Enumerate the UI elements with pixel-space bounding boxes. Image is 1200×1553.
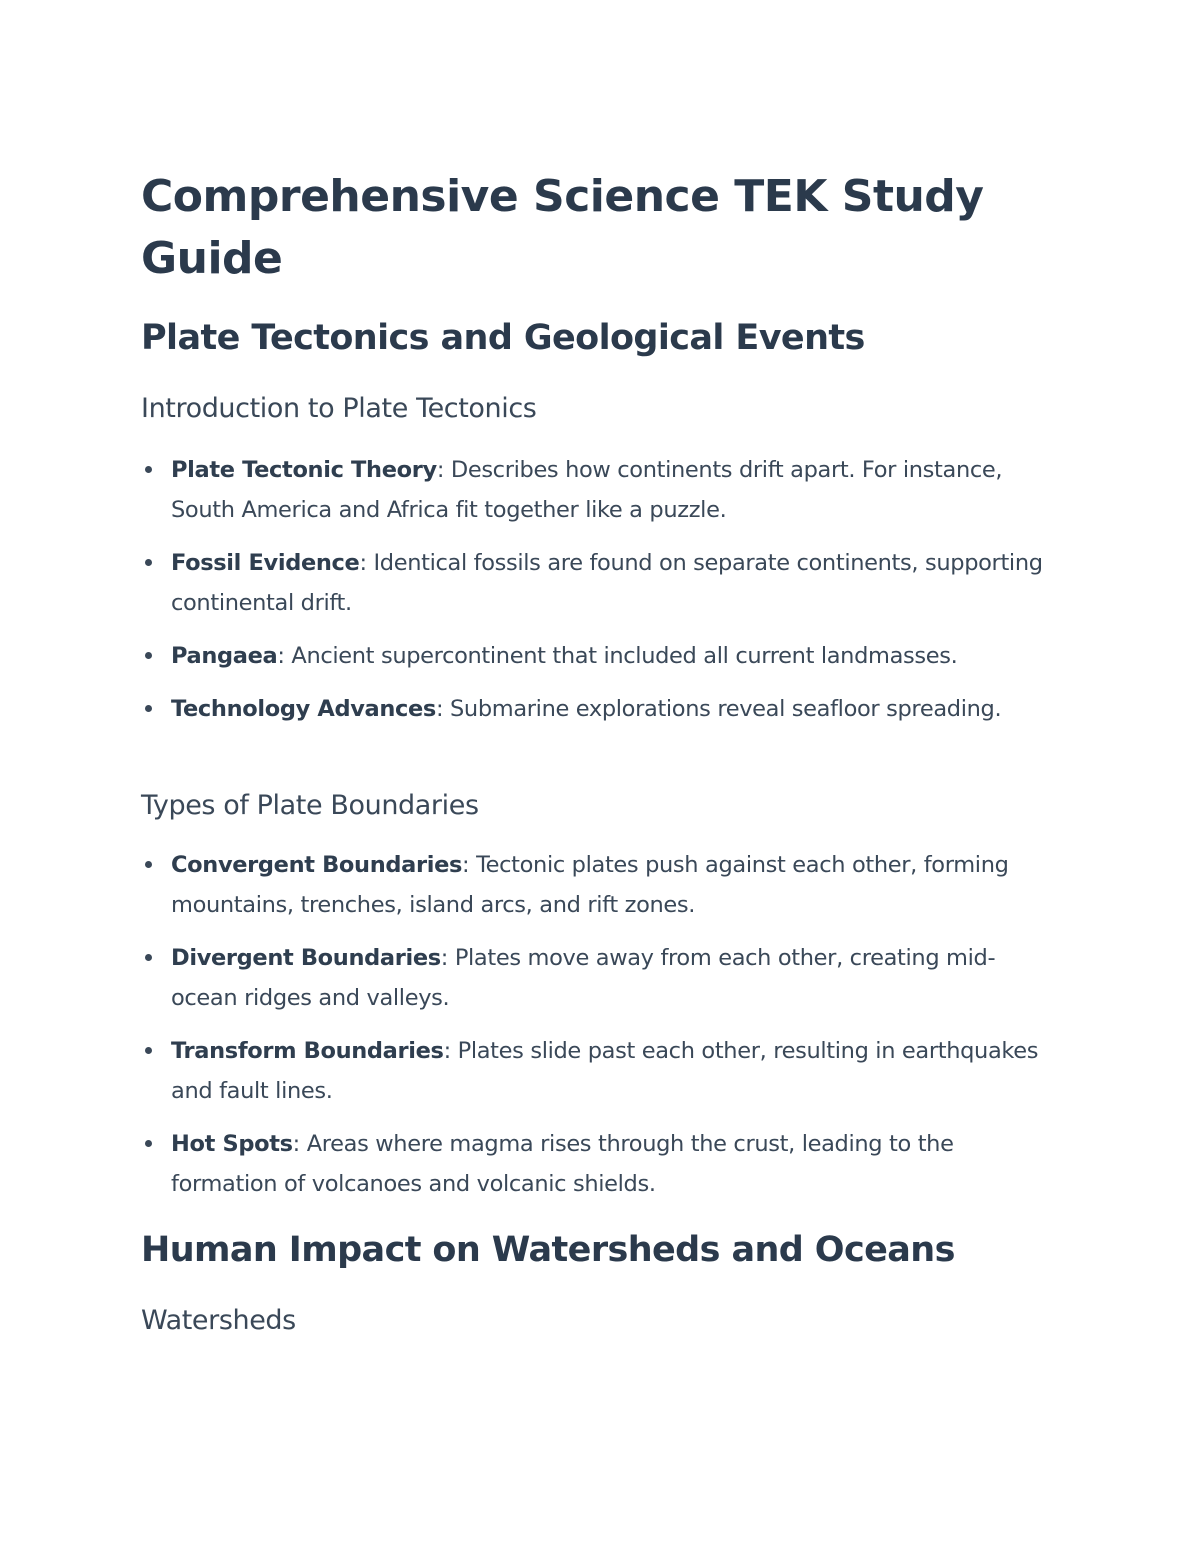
bullet-icon [145, 1140, 152, 1147]
bullet-icon [145, 652, 152, 659]
document-title: Comprehensive Science TEK Study Guide [141, 171, 984, 284]
bullet-icon [145, 466, 152, 473]
list-item-text: : Identical fossils are found on separate continents, supporting continental drift. [171, 550, 1043, 616]
subsection-heading-intro: Introduction to Plate Tectonics [141, 393, 537, 424]
list-item-term: Plate Tectonic Theory [171, 457, 437, 483]
list-item-term: Technology Advances [171, 696, 436, 722]
list-item-text: : Describes how continents drift apart. For instance, South America and Africa fit together like a puzzle. [171, 457, 1003, 523]
list-item-term: Transform Boundaries [171, 1038, 444, 1064]
list-item [141, 1031, 1051, 1111]
list-item [141, 450, 1051, 530]
section-heading-plate-tectonics: Plate Tectonics and Geological Events [141, 318, 865, 358]
bullet-icon [145, 1047, 152, 1054]
list-item-term: Convergent Boundaries [171, 852, 463, 878]
list-item-text: : Tectonic plates push against each other, forming mountains, trenches, island arcs, and rift zones. [171, 852, 1009, 918]
list-item-term: Fossil Evidence [171, 550, 360, 576]
section-heading-human-impact: Human Impact on Watersheds and Oceans [141, 1230, 955, 1270]
list-item-term: Hot Spots [171, 1131, 293, 1157]
bullet-icon [145, 559, 152, 566]
list-item-text: : Plates slide past each other, resulting in earthquakes and fault lines. [171, 1038, 1039, 1104]
list-item [141, 636, 1051, 676]
bullet-icon [145, 705, 152, 712]
boundaries-bullet-list [141, 845, 1051, 1217]
list-item-term: Divergent Boundaries [171, 945, 441, 971]
subsection-heading-boundaries: Types of Plate Boundaries [141, 790, 479, 821]
list-item [141, 689, 1051, 729]
intro-bullet-list [141, 450, 1051, 742]
list-item [141, 845, 1051, 925]
list-item [141, 938, 1051, 1018]
list-item [141, 543, 1051, 623]
list-item-text: : Ancient supercontinent that included all current landmasses. [277, 643, 958, 669]
list-item [141, 1124, 1051, 1204]
list-item-text: : Submarine explorations reveal seafloor spreading. [435, 696, 1002, 722]
subsection-heading-watersheds: Watersheds [141, 1305, 296, 1336]
list-item-term: Pangaea [171, 643, 278, 669]
bullet-icon [145, 954, 152, 961]
bullet-icon [145, 861, 152, 868]
list-item-text: : Areas where magma rises through the crust, leading to the formation of volcanoes and volcanic shields. [171, 1131, 954, 1197]
list-item-text: : Plates move away from each other, creating mid-ocean ridges and valleys. [171, 945, 996, 1011]
